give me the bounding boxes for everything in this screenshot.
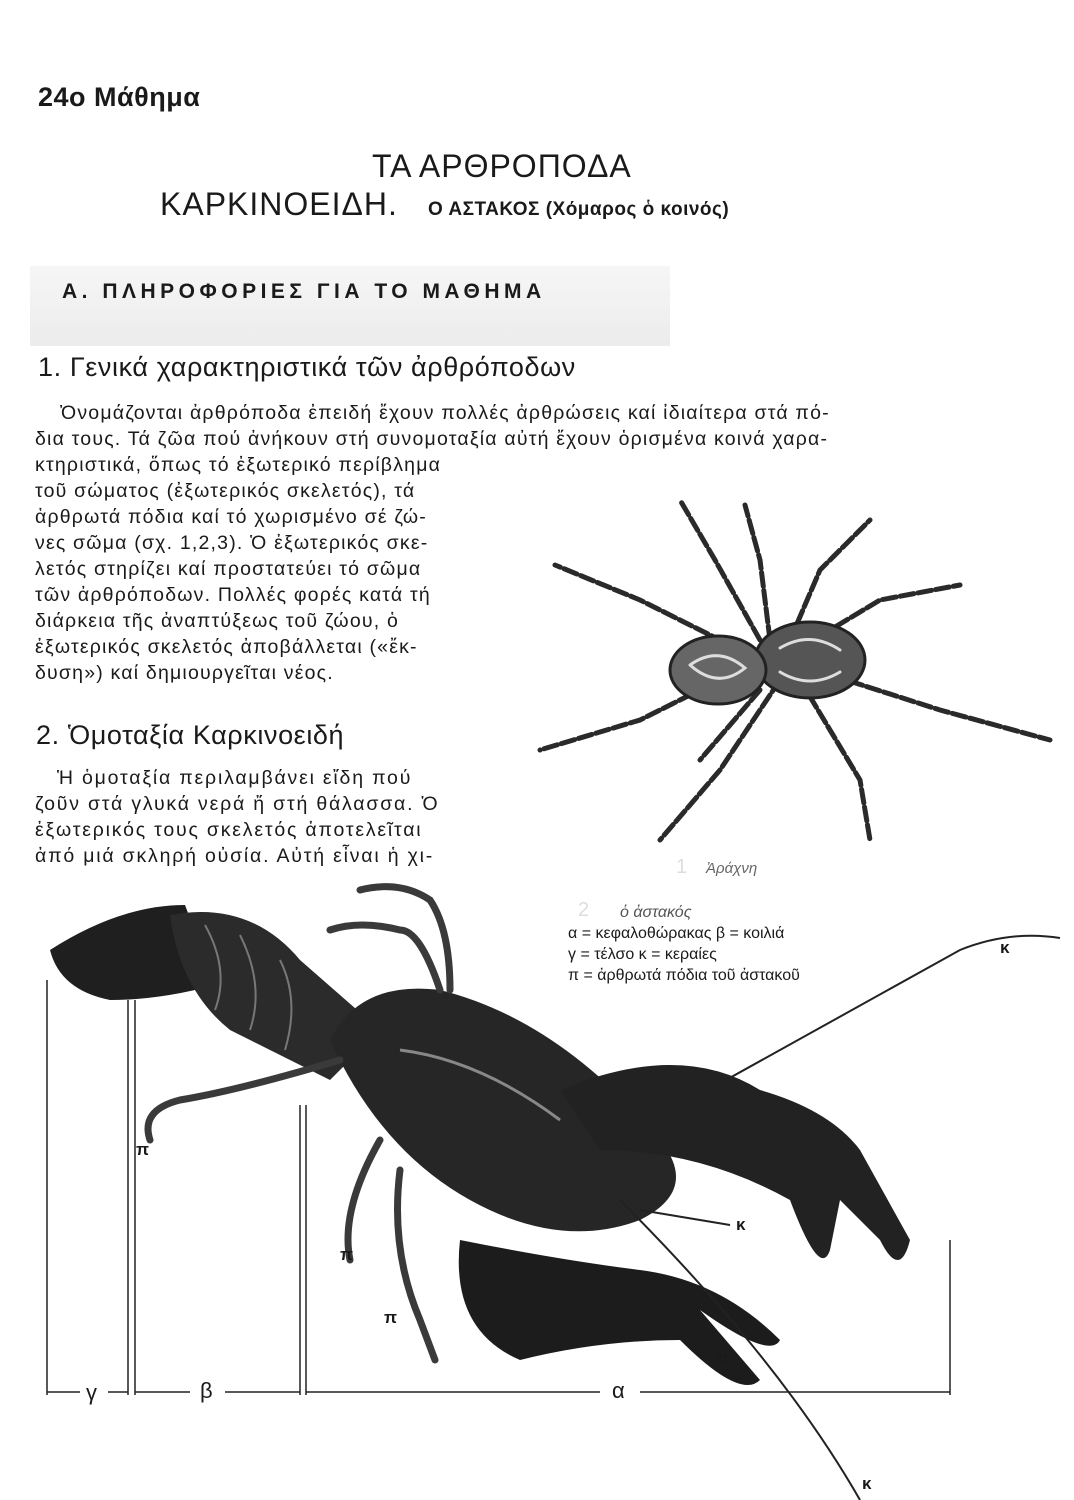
lobster-antennule [640,1210,730,1225]
para1-line: διάρκεια τῆς ἀναπτύξεως τοῦ ζώου, ὁ [35,610,400,632]
legend-line: α = κεφαλοθώρακας β = κοιλιά [568,925,785,942]
para1-line: δυση») καί δημιουργεῖται νέος. [35,662,334,684]
para1-line: ἀρθρωτά πόδια καί τό χωρισμένο σέ ζώ- [35,506,427,528]
label-p-mid1: π [340,1245,354,1264]
lobster-leg [398,1170,436,1360]
label-k-bottom: κ [862,1474,872,1493]
para2-line: Ἡ ὁμοταξία περιλαμβάνει εἴδη πού [57,767,413,789]
label-alpha: α [612,1378,625,1403]
figure-2-number: 2 [578,899,590,921]
para1-line: κτηριστικά, ὅπως τό ἐξωτερικό περίβλημα [35,454,442,476]
lobster-leg [348,1140,380,1260]
heading-2: 2. Ὁμοταξία Καρκινοειδή [36,720,345,750]
label-p-right: π [716,1348,730,1367]
spider-abdomen [670,636,766,704]
figure-2-legend [568,902,800,986]
legend-line: π = ἀρθρωτά πόδια τοῦ ἀστακοῦ [568,967,800,984]
para1-line: τοῦ σώματος (ἐξωτερικός σκελετός), τά [35,480,416,502]
lobster-leg [330,925,440,990]
para1-line: λετός στηρίζει καί προστατεύει τό σῶμα [35,558,422,580]
title-line-1: ΤΑ ΑΡΘΡΟΠΟΔΑ [372,148,632,184]
para2-line: ἐξωτερικός τους σκελετός ἀποτελεῖται [35,819,423,841]
para2-line: ἀπό μιά σκληρή οὐσία. Αὐτή εἶναι ἡ χι- [35,845,435,867]
figure-1-number: 1 [676,856,688,878]
para1-line: τῶν ἀρθρόποδων. Πολλές φορές κατά τή [35,584,431,606]
title-line-2: ΚΑΡΚΙΝΟΕΙΔΗ. [160,186,398,222]
para1-line: δια τους. Τά ζῶα πού ἀνήκουν στή συνομοταξία αὐτή ἔχουν ὁρισμένα κοινά χαρα- [35,428,829,450]
figure-2-caption: ὁ ἀστακός [620,904,692,921]
label-p-mid2: π [384,1308,398,1327]
lobster-leg [148,1060,340,1140]
para2-line: ζοῦν στά γλυκά νερά ἤ στή θάλασσα. Ὁ [35,793,440,815]
lobster-claw-lower [459,1240,780,1385]
lesson-number: 24ο Μάθημα [38,82,201,112]
figure-1-caption: Ἀράχνη [706,860,758,877]
lobster-illustration [50,887,1060,1500]
title-subtitle: Ο ΑΣΤΑΚΟΣ (Χόμαρος ὁ κοινός) [428,199,730,220]
section-a-heading: Α. ΠΛΗΡΟΦΟΡΙΕΣ ΓΙΑ ΤΟ ΜΑΘΗΜΑ [62,280,546,303]
para1-line: ἐξωτερικός σκελετός ἀποβάλλεται («ἔκ- [35,636,418,658]
spider-leg [800,680,870,840]
label-k-mid: κ [736,1215,746,1234]
label-beta: β [200,1378,213,1403]
legend-line: γ = τέλσο κ = κεραίες [568,946,717,963]
label-k-top: κ [1000,938,1010,957]
label-gamma: γ [86,1380,97,1405]
heading-1: 1. Γενικά χαρακτηριστικά τῶν ἀρθρόποδων [38,352,576,382]
para1-line: Ὀνομάζονται ἀρθρόποδα ἐπειδή ἔχουν πολλές ἀρθρώσεις καί ἰδιαίτερα στά πό- [60,402,830,424]
spider-illustration [540,500,1050,840]
para1-line: νες σῶμα (σχ. 1,2,3). Ὁ ἐξωτερικός σκε- [35,532,429,554]
spider-cephalothorax [755,622,865,698]
label-p-left: π [136,1140,150,1159]
